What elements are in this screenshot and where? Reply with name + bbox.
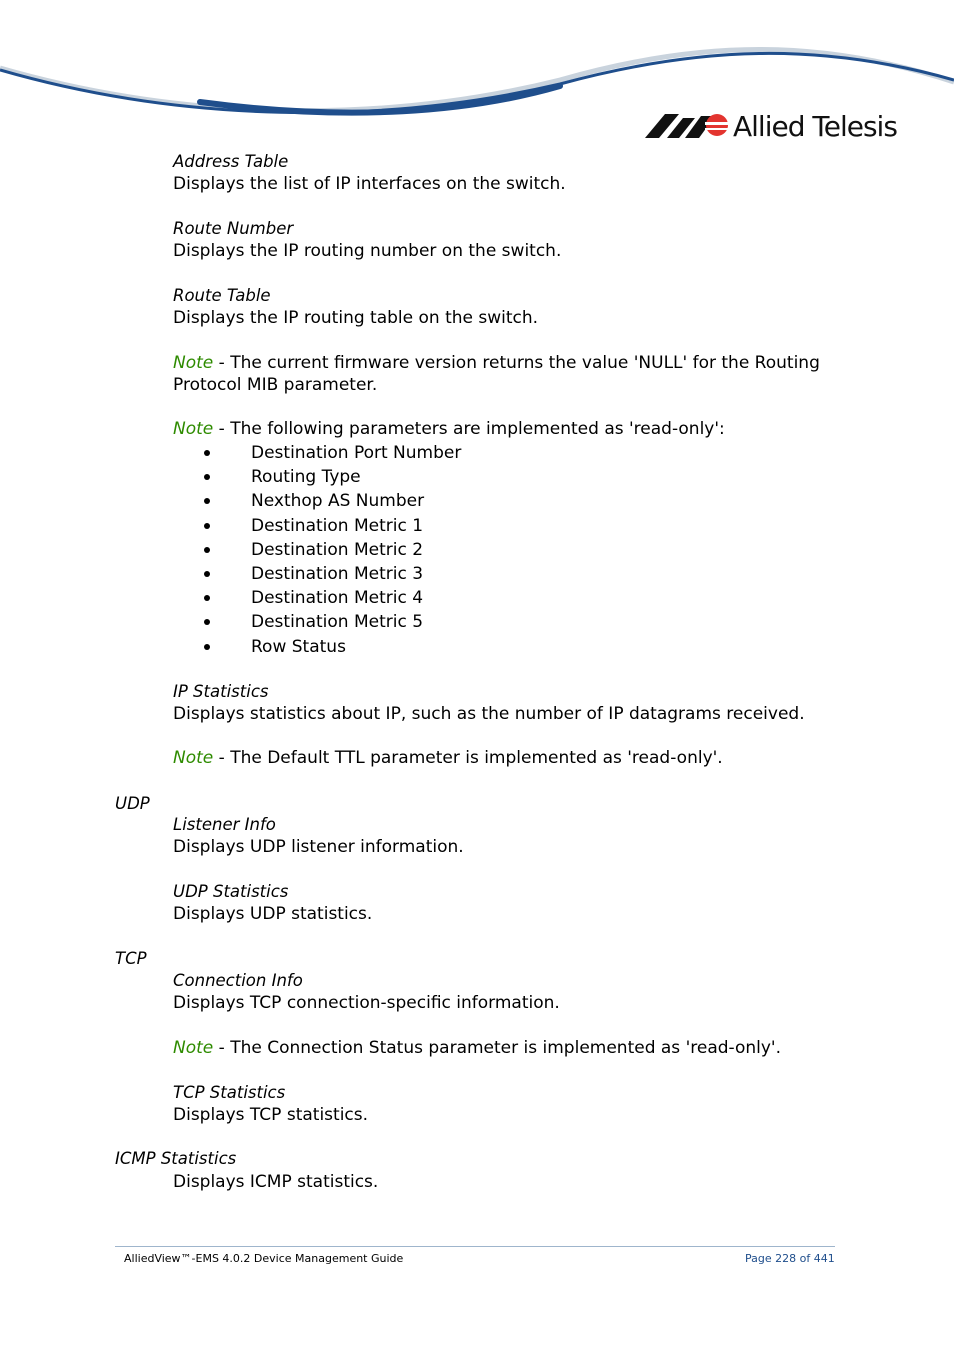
icmp-statistics-heading: ICMP Statistics	[115, 1149, 237, 1168]
note-default-ttl	[173, 747, 723, 769]
tcp-heading: TCP	[115, 949, 147, 968]
bullet-icon	[204, 498, 210, 504]
address-table-desc: Displays the list of IP interfaces on the switch.	[173, 174, 566, 194]
note-text: - The Default TTL parameter is implemented as 'read-only'.	[213, 748, 723, 768]
connection-info-desc: Displays TCP connection-specific information.	[173, 993, 560, 1013]
listener-info-title: Listener Info	[173, 815, 276, 834]
listener-info-desc: Displays UDP listener information.	[173, 837, 464, 857]
bullet-icon	[204, 474, 210, 480]
bullet-icon	[204, 644, 210, 650]
connection-info-title: Connection Info	[173, 971, 303, 990]
ip-statistics-desc: Displays statistics about IP, such as the number of IP datagrams received.	[173, 704, 805, 724]
note-label: Note	[173, 748, 214, 768]
note-connection-status	[173, 1037, 781, 1059]
route-number-desc: Displays the IP routing number on the switch.	[173, 241, 562, 261]
note-routing-protocol	[173, 352, 820, 374]
footer-guide-title: AlliedView™-EMS 4.0.2 Device Management Guide	[124, 1252, 404, 1265]
bullet-icon	[204, 595, 210, 601]
note-label: Note	[173, 353, 214, 373]
note-routing-protocol-line2: Protocol MIB parameter.	[173, 375, 378, 395]
udp-heading: UDP	[115, 794, 150, 813]
bullet-icon	[204, 571, 210, 577]
note-label: Note	[173, 1038, 214, 1058]
tcp-statistics-desc: Displays TCP statistics.	[173, 1105, 369, 1125]
udp-statistics-desc: Displays UDP statistics.	[173, 904, 373, 924]
bullet-icon	[204, 619, 210, 625]
note-text: - The following parameters are implemented as 'read-only':	[213, 419, 725, 439]
address-table-title: Address Table	[173, 152, 289, 171]
logo-wordmark: Allied Telesis	[733, 110, 897, 143]
icmp-statistics-desc: Displays ICMP statistics.	[173, 1172, 379, 1192]
udp-statistics-title: UDP Statistics	[173, 882, 289, 901]
footer-page-number: Page 228 of 441	[745, 1252, 835, 1265]
footer-divider	[115, 1246, 835, 1247]
bullet-icon	[204, 547, 210, 553]
route-table-title: Route Table	[173, 286, 271, 305]
bullet-icon	[204, 450, 210, 456]
tcp-statistics-title: TCP Statistics	[173, 1083, 286, 1102]
note-label: Note	[173, 419, 214, 439]
route-table-desc: Displays the IP routing table on the switch.	[173, 308, 539, 328]
ip-statistics-title: IP Statistics	[173, 682, 269, 701]
logo-mark-icon	[645, 108, 731, 142]
bullet-icon	[204, 523, 210, 529]
note-read-only-params	[173, 418, 725, 440]
route-number-title: Route Number	[173, 219, 294, 238]
allied-telesis-logo	[645, 108, 905, 148]
note-text: - The current firmware version returns the value 'NULL' for the Routing	[213, 353, 820, 373]
note-text: - The Connection Status parameter is implemented as 'read-only'.	[213, 1038, 782, 1058]
